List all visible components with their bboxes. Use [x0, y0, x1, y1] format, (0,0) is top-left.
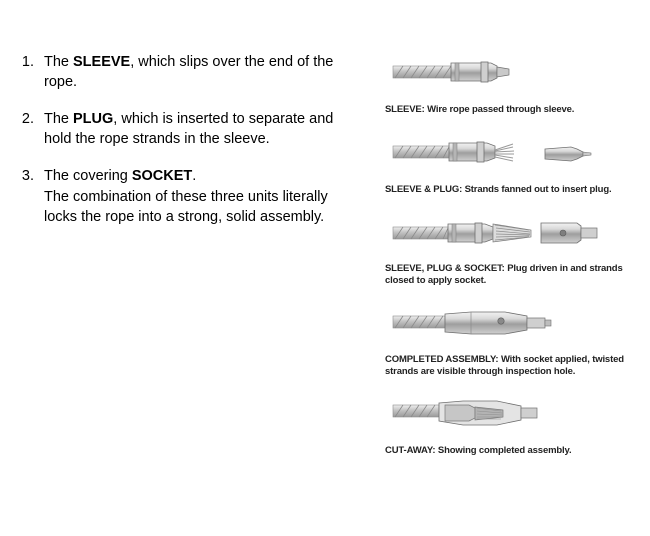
- figure-sleeve-and-plug: [385, 130, 635, 196]
- list-item-text: The PLUG, which is inserted to separate and hold the rope strands in the sleeve.: [44, 111, 334, 147]
- instruction-list: [8, 52, 356, 244]
- list-item: [8, 166, 356, 227]
- figure-column: [385, 50, 635, 471]
- figure-caption: CUT-AWAY: Showing completed assembly.: [385, 445, 572, 456]
- sleeve-and-plug-illustration: [385, 130, 635, 182]
- list-item-number: 3.: [21, 168, 34, 184]
- figure-sleeve: [385, 50, 635, 116]
- figure-caption: SLEEVE, PLUG & SOCKET: Plug driven in and strands closed to apply socket.: [385, 263, 623, 286]
- list-item-subtext: The combination of these three units literally locks the rope into a strong, solid assembly.: [44, 189, 328, 225]
- figure-caption: COMPLETED ASSEMBLY: With socket applied, twisted strands are visible through inspection hole.: [385, 354, 624, 377]
- figure-completed-assembly: [385, 300, 635, 377]
- cut-away-illustration: [385, 391, 635, 443]
- list-item-number: 1.: [21, 54, 34, 70]
- list-item-text: The SLEEVE, which slips over the end of the rope.: [44, 54, 334, 90]
- figure-cut-away: [385, 391, 635, 457]
- list-item: [8, 109, 356, 149]
- completed-assembly-illustration: [385, 300, 635, 352]
- list-item-text: The covering SOCKET. The combination of these three units literally locks the rope into a strong, solid assembly.: [44, 166, 356, 227]
- figure-caption: SLEEVE & PLUG: Strands fanned out to insert plug.: [385, 183, 612, 195]
- figure-caption: SLEEVE: Wire rope passed through sleeve.: [385, 104, 575, 115]
- sleeve-illustration: [385, 50, 635, 102]
- list-item-number: 2.: [21, 111, 34, 127]
- list-item: [8, 52, 356, 92]
- sleeve-plug-socket-illustration: [385, 209, 635, 261]
- figure-sleeve-plug-socket: [385, 209, 635, 286]
